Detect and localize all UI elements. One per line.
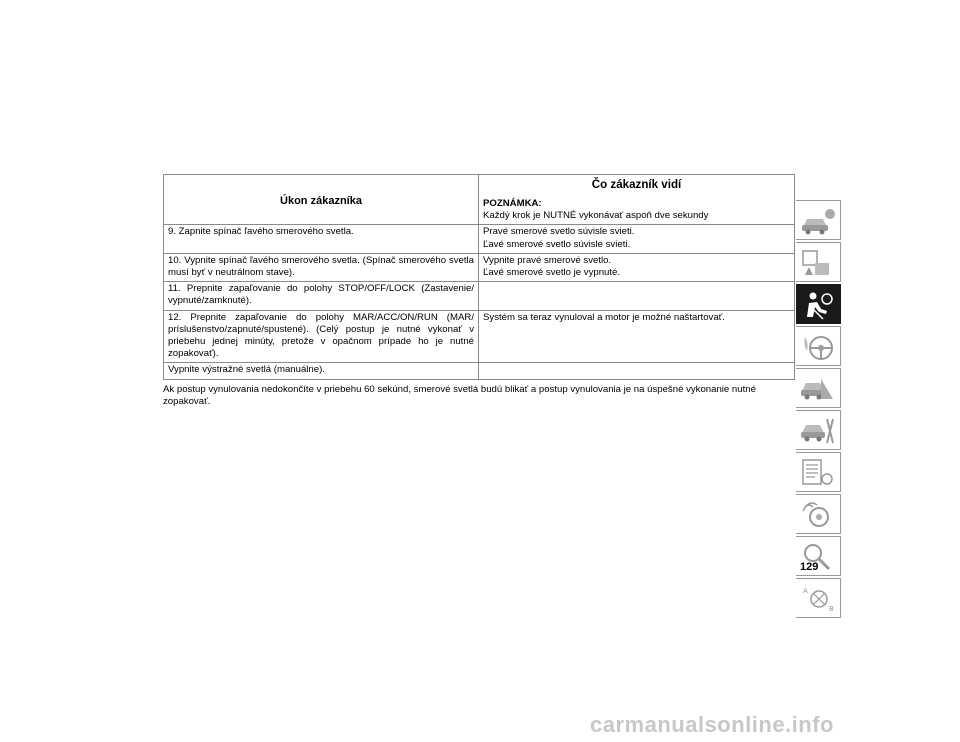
tab-airbag-safety[interactable]	[796, 284, 841, 324]
row-result	[479, 253, 795, 281]
car-warning-icon	[799, 373, 837, 405]
row-action: 11. Prepnite zapaľovanie do polohy STOP/OFF/LOCK (Zastavenie/ vypnuté/zamknuté).	[164, 282, 479, 310]
procedure-table	[163, 174, 795, 380]
table-row	[164, 253, 795, 281]
tab-car-warning[interactable]	[796, 368, 841, 408]
tab-dashboard-lights[interactable]	[796, 242, 841, 282]
header-customer-action: Úkon zákazníka	[164, 175, 479, 225]
tab-multimedia[interactable]	[796, 494, 841, 534]
chapter-tabs	[796, 200, 841, 620]
note-text: Každý krok je NUTNÉ vykonávať aspoň dve sekundy	[483, 210, 709, 222]
svg-text:B: B	[829, 605, 834, 613]
row-result-line: Ľavé smerové svetlo je vypnuté.	[483, 267, 621, 279]
row-result	[479, 363, 795, 379]
row-result: Systém sa teraz vynuloval a motor je možné naštartovať.	[479, 310, 795, 363]
page-number: 129	[800, 561, 819, 573]
table-header-row	[164, 175, 795, 225]
watermark: carmanualsonline.info	[590, 712, 834, 737]
row-action: 10. Vypnite spínač ľavého smerového svetla. (Spínač smerového svetla musí byť v neutrálnom stave).	[164, 253, 479, 281]
multimedia-icon	[799, 499, 837, 531]
table-row	[164, 282, 795, 310]
tab-spec-list[interactable]	[796, 452, 841, 492]
svg-text:A: A	[803, 587, 808, 595]
row-action: Vypnite výstražné svetlá (manuálne).	[164, 363, 479, 379]
row-result-line: Vypnite pravé smerové svetlo.	[483, 254, 612, 266]
row-result	[479, 225, 795, 253]
car-service-icon	[799, 415, 837, 447]
tab-languages[interactable]	[796, 578, 841, 618]
languages-icon	[799, 583, 837, 615]
steering-wheel-icon	[799, 331, 837, 363]
row-action: 12. Prepnite zapaľovanie do polohy MAR/ACC/ON/RUN (MAR/ príslušenstvo/zapnuté/spustené). (Celý postup je nutné vykonať v priebehu jednej minúty, pretože v opačnom prípade ho je nutné zopakovať).	[164, 310, 479, 363]
table-row	[164, 363, 795, 379]
row-result	[479, 282, 795, 310]
tab-car-service[interactable]	[796, 410, 841, 450]
header-customer-sees-cell	[479, 175, 795, 225]
note-label: POZNÁMKA:	[483, 198, 542, 209]
row-result-line: Pravé smerové svetlo súvisle svieti.	[483, 226, 635, 238]
tab-car-info[interactable]	[796, 200, 841, 240]
footer-paragraph: Ak postup vynulovania nedokončíte v priebehu 60 sekúnd, smerové svetlá budú blikať a postup vynulovania je na úspešné vykonanie nutné zopakovať.	[163, 384, 756, 408]
row-action: 9. Zapnite spínač ľavého smerového svetla.	[164, 225, 479, 253]
car-info-icon	[799, 205, 837, 237]
table-row	[164, 225, 795, 253]
tab-steering-wheel[interactable]	[796, 326, 841, 366]
airbag-safety-icon	[799, 289, 837, 321]
dashboard-lights-icon	[799, 247, 837, 279]
table-row	[164, 310, 795, 363]
row-result-line: Ľavé smerové svetlo súvisle svieti.	[483, 238, 631, 250]
spec-list-icon	[799, 457, 837, 489]
header-customer-sees: Čo zákazník vidí	[591, 178, 682, 191]
